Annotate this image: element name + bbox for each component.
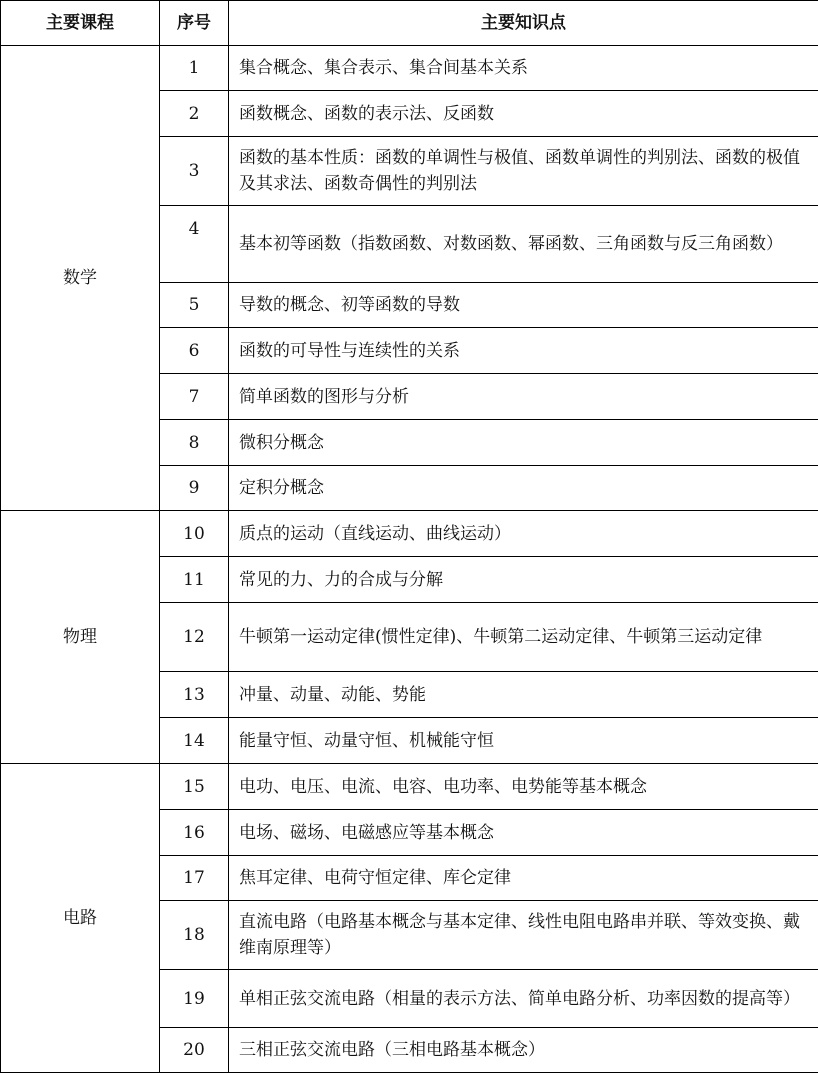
row-number: 9 [160, 466, 229, 511]
row-number: 18 [160, 901, 229, 970]
row-number: 5 [160, 283, 229, 328]
header-row [1, 1, 818, 46]
knowledge-point: 质点的运动（直线运动、曲线运动） [229, 511, 818, 557]
row-number: 4 [160, 206, 229, 283]
table-row [1, 511, 818, 557]
knowledge-point: 微积分概念 [229, 420, 818, 466]
row-number: 3 [160, 137, 229, 206]
knowledge-point: 导数的概念、初等函数的导数 [229, 283, 818, 328]
row-number: 8 [160, 420, 229, 466]
knowledge-point: 函数概念、函数的表示法、反函数 [229, 91, 818, 137]
header-index: 序号 [160, 1, 229, 46]
knowledge-point: 能量守恒、动量守恒、机械能守恒 [229, 718, 818, 764]
knowledge-point: 冲量、动量、动能、势能 [229, 672, 818, 718]
row-number: 20 [160, 1028, 229, 1073]
knowledge-point: 直流电路（电路基本概念与基本定律、线性电阻电路串并联、等效变换、戴维南原理等） [229, 901, 818, 970]
row-number: 17 [160, 856, 229, 901]
knowledge-point: 常见的力、力的合成与分解 [229, 557, 818, 603]
knowledge-point: 焦耳定律、电荷守恒定律、库仑定律 [229, 856, 818, 901]
row-number: 13 [160, 672, 229, 718]
course-cell-circuits: 电路 [1, 764, 160, 1073]
header-points: 主要知识点 [229, 1, 818, 46]
knowledge-point: 函数的可导性与连续性的关系 [229, 328, 818, 374]
course-cell-physics: 物理 [1, 511, 160, 764]
row-number: 1 [160, 46, 229, 91]
knowledge-point: 三相正弦交流电路（三相电路基本概念） [229, 1028, 818, 1073]
header-course: 主要课程 [1, 1, 160, 46]
row-number: 6 [160, 328, 229, 374]
row-number: 7 [160, 374, 229, 420]
knowledge-point: 集合概念、集合表示、集合间基本关系 [229, 46, 818, 91]
row-number: 2 [160, 91, 229, 137]
knowledge-point: 函数的基本性质：函数的单调性与极值、函数单调性的判别法、函数的极值及其求法、函数奇偶性的判别法 [229, 137, 818, 206]
row-number: 10 [160, 511, 229, 557]
knowledge-point: 电场、磁场、电磁感应等基本概念 [229, 810, 818, 856]
knowledge-point: 基本初等函数（指数函数、对数函数、幂函数、三角函数与反三角函数） [229, 206, 818, 283]
course-cell-math: 数学 [1, 46, 160, 511]
row-number: 16 [160, 810, 229, 856]
row-number: 19 [160, 970, 229, 1028]
table-row [1, 764, 818, 810]
knowledge-point: 定积分概念 [229, 466, 818, 511]
row-number: 14 [160, 718, 229, 764]
table-row [1, 46, 818, 91]
row-number: 11 [160, 557, 229, 603]
knowledge-point: 电功、电压、电流、电容、电功率、电势能等基本概念 [229, 764, 818, 810]
knowledge-point: 简单函数的图形与分析 [229, 374, 818, 420]
knowledge-point: 单相正弦交流电路（相量的表示方法、简单电路分析、功率因数的提高等） [229, 970, 818, 1028]
knowledge-point: 牛顿第一运动定律(惯性定律)、牛顿第二运动定律、牛顿第三运动定律 [229, 603, 818, 672]
row-number: 12 [160, 603, 229, 672]
row-number: 15 [160, 764, 229, 810]
